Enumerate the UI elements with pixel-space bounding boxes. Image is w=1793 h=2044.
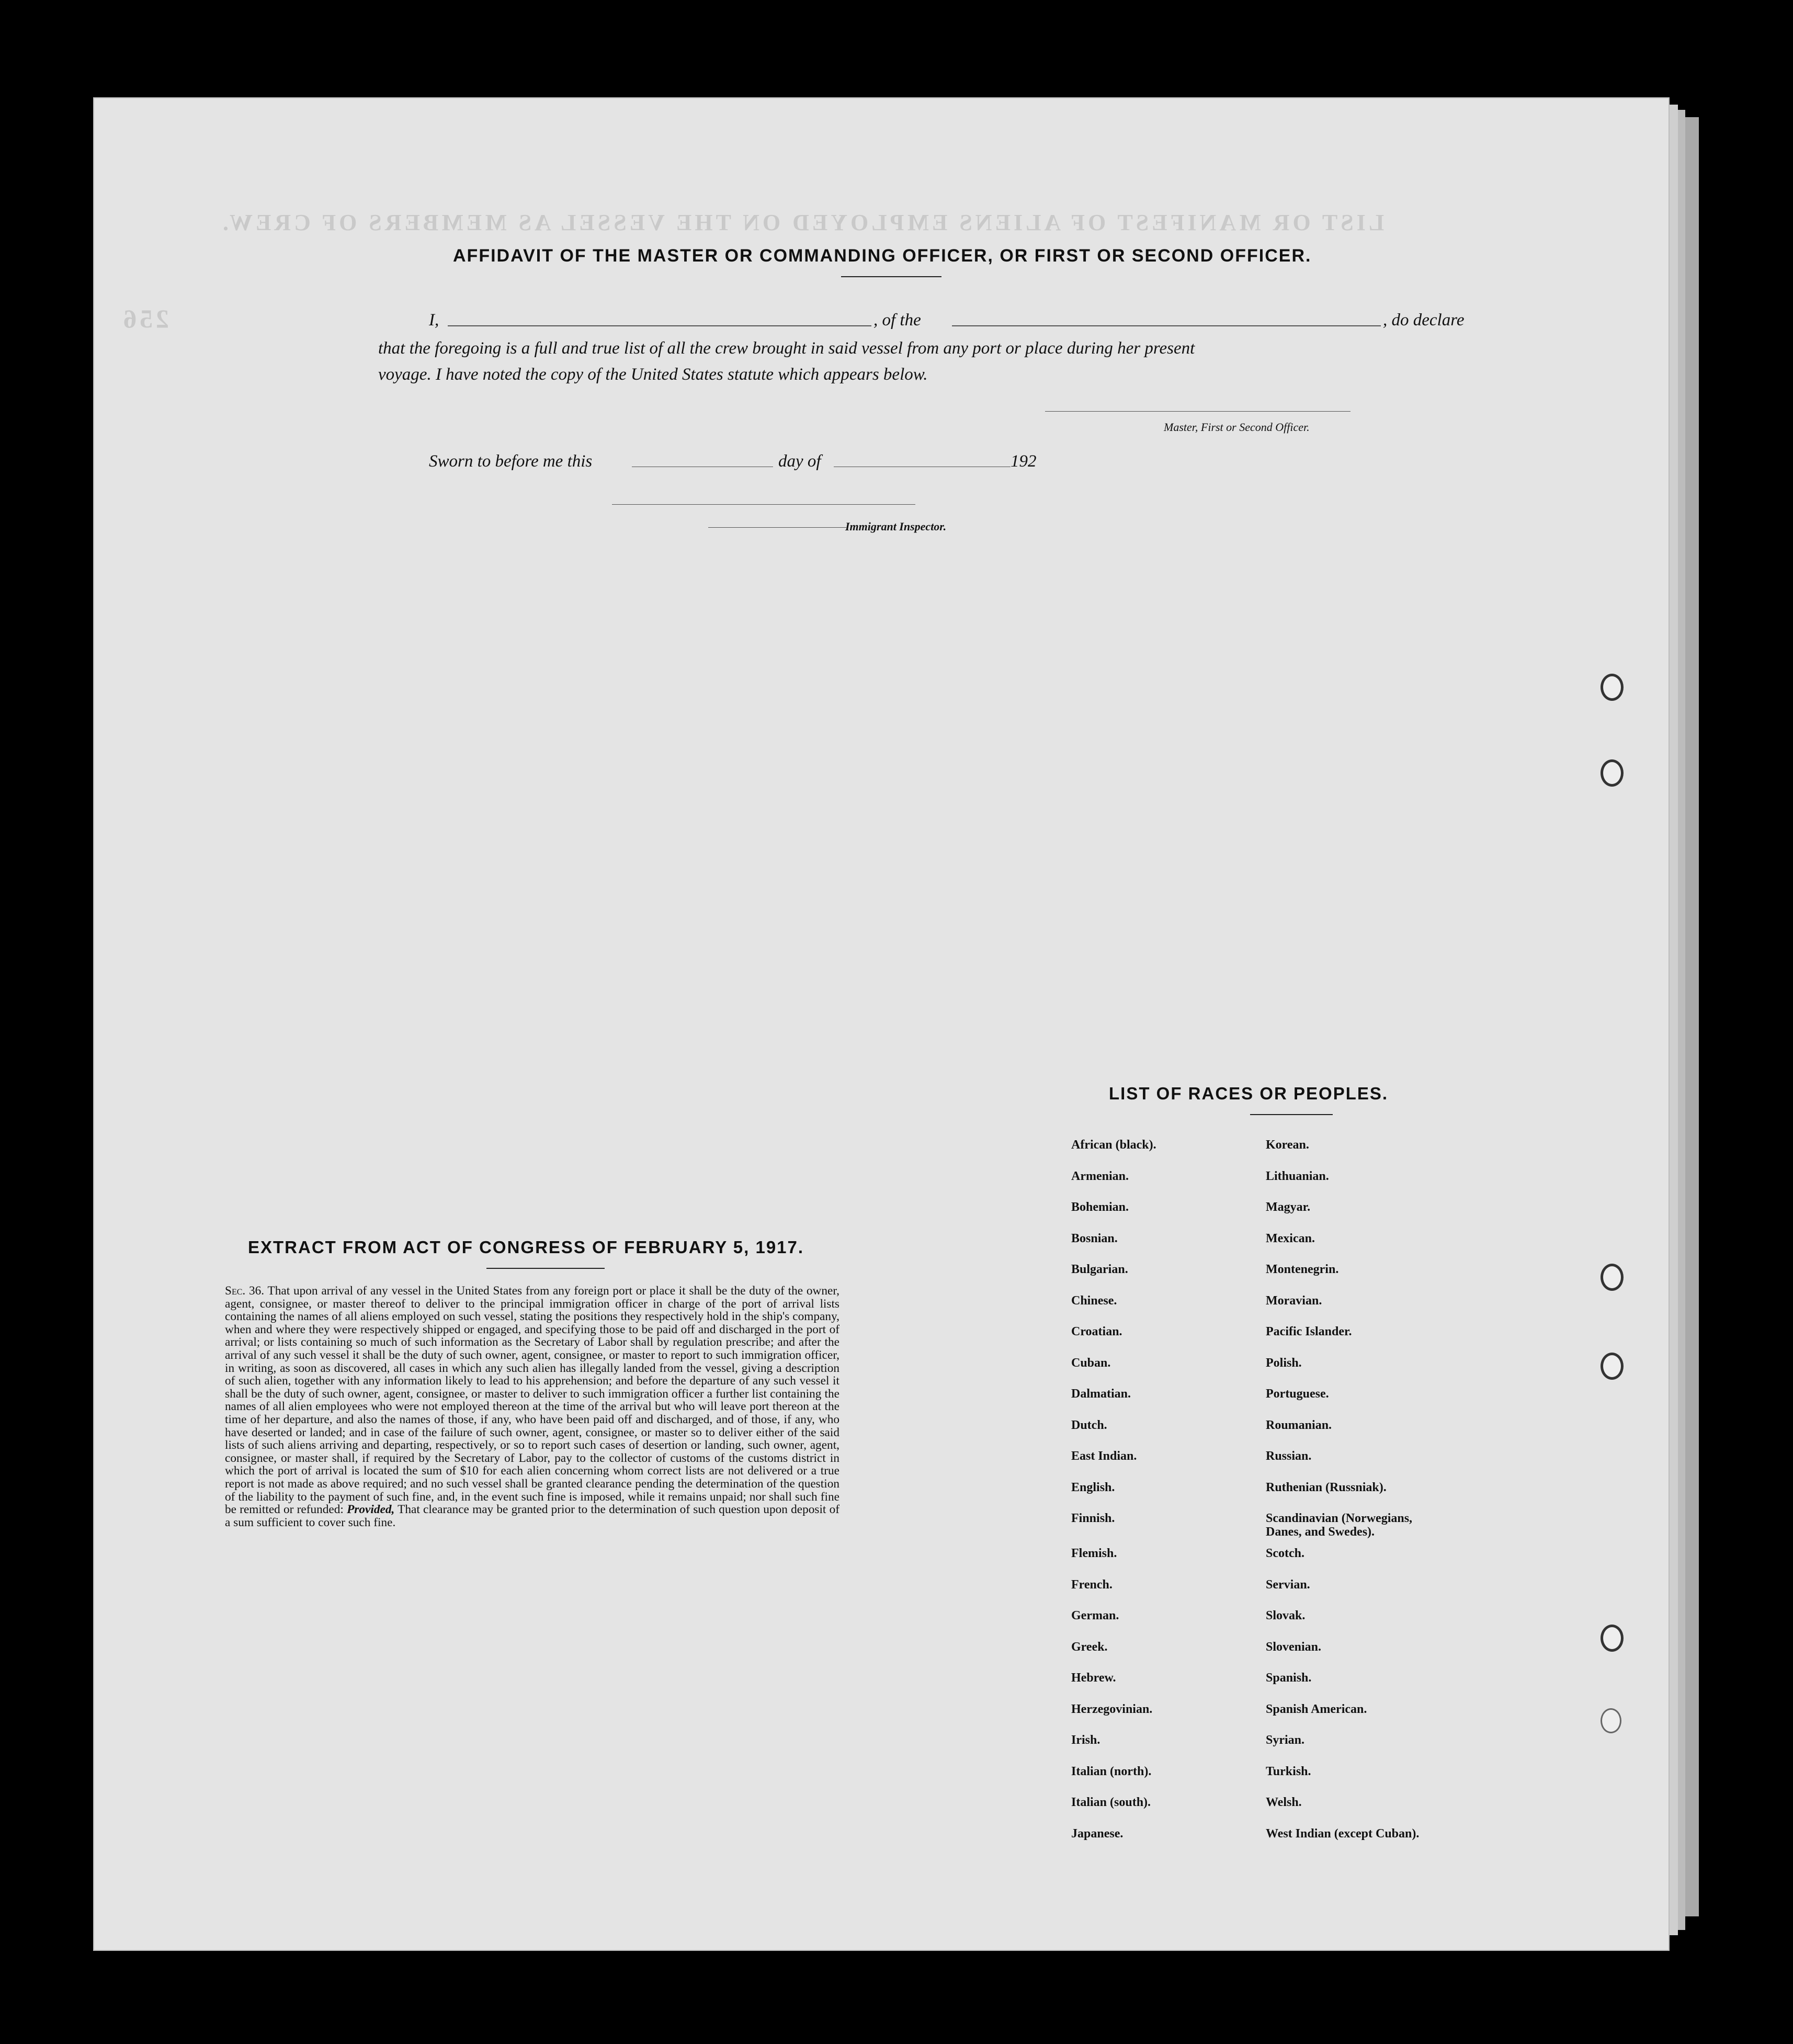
race-item: Moravian. (1266, 1293, 1322, 1308)
page-edge (1678, 110, 1685, 1930)
race-item: Bosnian. (1071, 1231, 1118, 1245)
races-heading-rule (1250, 1114, 1333, 1115)
race-item: Ruthenian (Russniak). (1266, 1480, 1387, 1494)
race-item: Italian (north). (1071, 1764, 1152, 1778)
race-item: Herzegovinian. (1071, 1702, 1153, 1716)
races-heading: LIST OF RACES OR PEOPLES. (1109, 1084, 1389, 1103)
race-item: Slovak. (1266, 1609, 1306, 1622)
race-item: Hebrew. (1071, 1671, 1116, 1685)
race-item: Irish. (1071, 1733, 1100, 1747)
name-blank (448, 325, 871, 326)
race-item: Scotch. (1266, 1547, 1304, 1560)
extract-body (225, 1285, 839, 1529)
inspector-caption: Immigrant Inspector. (845, 520, 947, 533)
race-item: Bohemian. (1071, 1200, 1129, 1214)
race-item: Pacific Islander. (1266, 1325, 1352, 1338)
binding-hole (1601, 759, 1624, 787)
race-item: Roumanian. (1266, 1418, 1332, 1432)
section-text-end: That clearance may be granted prior to the determination of such question upon deposit of a sum sufficient to cover such fine. (225, 1503, 839, 1529)
race-item: Welsh. (1266, 1796, 1302, 1809)
race-item: Syrian. (1266, 1733, 1305, 1747)
race-item: English. (1071, 1480, 1115, 1494)
race-item: West Indian (except Cuban). (1266, 1826, 1420, 1841)
affidavit-heading-rule (841, 276, 941, 277)
races-right-column (1266, 1138, 1444, 1858)
race-item: Turkish. (1266, 1764, 1311, 1778)
signature-line (1045, 411, 1351, 412)
affidavit-heading: AFFIDAVIT OF THE MASTER OR COMMANDING OFFICER, OR FIRST OR SECOND OFFICER. (453, 246, 1312, 266)
binding-hole (1601, 1708, 1621, 1733)
document-page (93, 97, 1670, 1951)
race-item: Spanish American. (1266, 1702, 1367, 1716)
race-item: Chinese. (1071, 1293, 1117, 1308)
extract-heading: EXTRACT FROM ACT OF CONGRESS OF FEBRUARY 5, 1917. (248, 1237, 804, 1257)
race-item: Greek. (1071, 1640, 1108, 1654)
race-item: Flemish. (1071, 1547, 1117, 1560)
binding-hole (1601, 674, 1624, 701)
affidavit-of-the: , of the (873, 311, 921, 330)
race-item: Portuguese. (1266, 1387, 1329, 1401)
race-item: French. (1071, 1577, 1113, 1592)
race-item: German. (1071, 1609, 1119, 1622)
race-item: African (black). (1071, 1138, 1156, 1152)
sworn-text: Sworn to before me this (429, 452, 593, 471)
affidavit-para-2: voyage. I have noted the copy of the United States statute which appears below. (378, 365, 928, 384)
binding-hole (1601, 1353, 1624, 1380)
extract-heading-rule (486, 1268, 605, 1269)
section-label: Sec. 36. (225, 1284, 265, 1298)
inspector-line-2 (708, 527, 846, 528)
inspector-line-1 (612, 504, 915, 505)
race-item: Polish. (1266, 1356, 1302, 1370)
race-item: Servian. (1266, 1577, 1310, 1592)
races-left-column (1071, 1138, 1156, 1858)
affidavit-i: I, (429, 311, 439, 330)
race-item: Mexican. (1266, 1231, 1315, 1245)
race-item: Spanish. (1266, 1671, 1312, 1685)
bleed-through-page-number: 256 (120, 304, 169, 333)
race-item: Cuban. (1071, 1356, 1111, 1370)
signature-caption: Master, First or Second Officer. (1164, 421, 1310, 434)
race-item: Scandinavian (Norwegians, Danes, and Swedes). (1266, 1512, 1413, 1539)
race-item: East Indian. (1071, 1449, 1137, 1463)
race-item: Slovenian. (1266, 1640, 1322, 1654)
provided-word: Provided, (347, 1503, 395, 1517)
race-item: Japanese. (1071, 1826, 1124, 1841)
binding-hole (1601, 1264, 1624, 1291)
race-item: Finnish. (1071, 1512, 1115, 1525)
race-item: Croatian. (1071, 1325, 1122, 1338)
race-item: Bulgarian. (1071, 1263, 1128, 1276)
race-item: Korean. (1266, 1138, 1309, 1152)
race-item: Dalmatian. (1071, 1387, 1131, 1401)
race-item: Dutch. (1071, 1418, 1107, 1432)
race-item: Lithuanian. (1266, 1169, 1329, 1183)
page-edge (1685, 117, 1699, 1916)
affidavit-do-declare: , do declare (1383, 311, 1465, 330)
section-text: That upon arrival of any vessel in the United States from any foreign port or place it shall be the duty of the owner, agent, consignee, or master thereof to deliver to the principal immigration officer in charge of the port of arrival lists containing the names of all aliens employed on such vessel, stating the positions they respectively hold in the ship's company, when and where they were respectively shipped or engaged, and specifying those to be paid off and discharged in the port of arrival; or lists containing so much of such information as the Secretary of Labor shall by regulation prescribe; and after the arrival of any such vessel it shall be the duty of such owner, agent, consignee, or master to report to such immigration officer, in writing, as soon as discovered, all cases in which any such alien has illegally landed from the vessel, giving a description of such alien, together with any information likely to lead to his apprehension; and before the departure of any such vessel it shall be the duty of such owner, agent, consignee, or master to deliver to such immigration officer a further list containing the names of all alien employees who were not employed thereon at the time of the arrival but who will leave port thereon at the time of her departure, and also the names of those, if any, who have been paid off and discharged, and of those, if any, who have deserted or landed; and in case of the failure of such owner, agent, consignee, or master so to deliver either of the said lists of such aliens arriving and departing, respectively, or so to report such cases of desertion or landing, such owner, agent, consignee, or master shall, if required by the Secretary of Labor, pay to the collector of customs of the customs district in which the port of arrival is located the sum of $10 for each alien concerning whom correct lists are not delivered or a true report is not made as above required; and no such vessel shall be granted clearance pending the determination of the question of the liability to the payment of such fine, and, in the event such fine is imposed, while it remains unpaid; nor shall such fine be remitted or refunded: (225, 1284, 840, 1517)
binding-hole (1601, 1625, 1624, 1652)
bleed-through-header: LIST OR MANIFEST OF ALIENS EMPLOYED ON THE VESSEL AS MEMBERS OF CREW. (220, 210, 1385, 235)
race-item: Montenegrin. (1266, 1263, 1339, 1276)
race-item: Armenian. (1071, 1169, 1129, 1183)
day-of: day of (778, 452, 821, 471)
affidavit-para-1: that the foregoing is a full and true list of all the crew brought in said vessel from any port or place during her present (378, 339, 1195, 358)
race-item: Magyar. (1266, 1200, 1311, 1214)
year-label: 192 (1011, 452, 1037, 471)
race-item: Italian (south). (1071, 1796, 1151, 1809)
vessel-blank (952, 325, 1381, 326)
race-item: Russian. (1266, 1449, 1312, 1463)
